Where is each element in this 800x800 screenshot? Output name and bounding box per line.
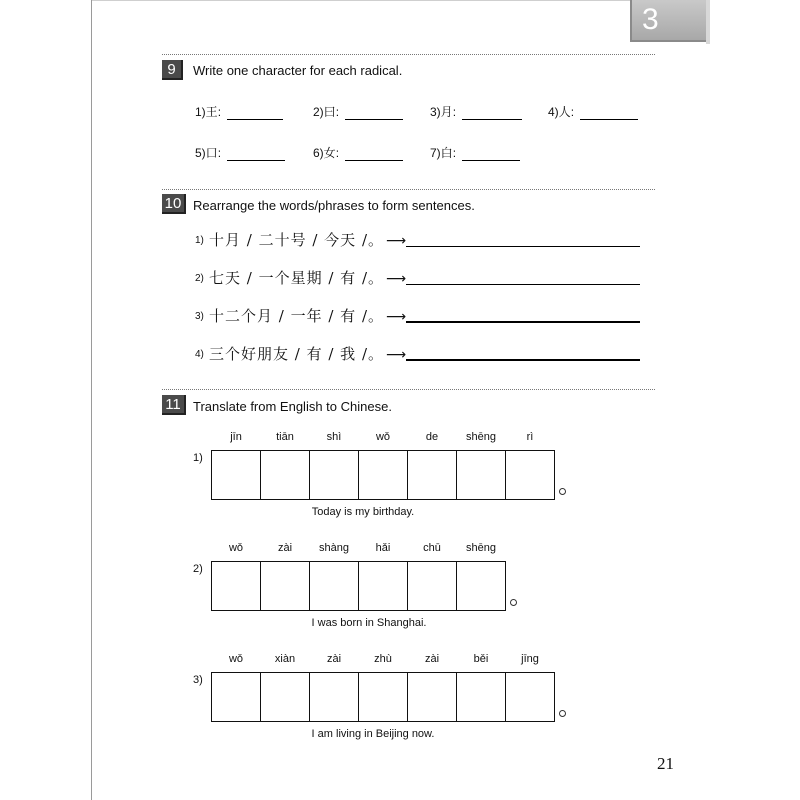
pinyin-label: jīng bbox=[521, 653, 539, 665]
radical: 王 bbox=[205, 105, 218, 119]
pinyin-label: tiān bbox=[276, 431, 294, 443]
character-box[interactable] bbox=[261, 451, 310, 499]
radical: 口 bbox=[205, 146, 218, 160]
arrow-right-icon: ⟶ bbox=[386, 270, 407, 286]
radical: 白 bbox=[440, 146, 453, 160]
separator-q10 bbox=[162, 189, 655, 190]
english-sentence: I was born in Shanghai. bbox=[311, 617, 427, 629]
pinyin-label: shēng bbox=[466, 431, 496, 443]
item-number: 3) bbox=[430, 105, 441, 119]
q9-item: 4)人: bbox=[548, 104, 638, 120]
pinyin-label: zài bbox=[424, 653, 440, 665]
answer-blank[interactable] bbox=[227, 146, 285, 161]
character-box[interactable] bbox=[506, 451, 555, 499]
q9-item: 6)女: bbox=[313, 145, 403, 161]
character-box[interactable] bbox=[212, 673, 261, 721]
english-sentence: I am living in Beijing now. bbox=[311, 728, 435, 740]
answer-line[interactable] bbox=[406, 320, 640, 323]
answer-line[interactable] bbox=[406, 358, 640, 361]
arrow-right-icon: ⟶ bbox=[386, 346, 407, 362]
answer-blank[interactable] bbox=[462, 105, 522, 120]
arrow-right-icon: ⟶ bbox=[386, 232, 407, 248]
character-box[interactable] bbox=[359, 451, 408, 499]
q10-item bbox=[195, 342, 640, 364]
q11-title: Translate from English to Chinese. bbox=[193, 399, 392, 414]
character-box[interactable] bbox=[212, 451, 261, 499]
full-stop-mark bbox=[559, 710, 566, 717]
pinyin-label: wǒ bbox=[375, 431, 391, 443]
item-number: 1) bbox=[195, 235, 204, 246]
pinyin-label: shēng bbox=[466, 542, 496, 554]
pinyin-label: xiàn bbox=[274, 653, 296, 665]
pinyin-label: shì bbox=[326, 431, 342, 443]
q9-item: 5)口: bbox=[195, 145, 285, 161]
separator-q11 bbox=[162, 389, 655, 390]
pinyin-label: jīn bbox=[230, 431, 242, 443]
character-box[interactable] bbox=[359, 562, 408, 610]
character-box[interactable] bbox=[310, 562, 359, 610]
item-number: 2) bbox=[193, 563, 203, 575]
character-box[interactable] bbox=[408, 451, 457, 499]
q11-number-badge: 11 bbox=[162, 395, 186, 415]
radical: 女 bbox=[323, 146, 336, 160]
q10-item bbox=[195, 228, 640, 250]
item-number: 4) bbox=[548, 105, 559, 119]
page-left-border bbox=[91, 0, 92, 800]
q9-item: 7)白: bbox=[430, 145, 520, 161]
separator-q9 bbox=[162, 54, 655, 55]
q9-item: 2)曰: bbox=[313, 104, 403, 120]
item-number: 6) bbox=[313, 146, 324, 160]
q10-item bbox=[195, 266, 640, 288]
answer-blank[interactable] bbox=[580, 105, 638, 120]
item-number: 4) bbox=[195, 349, 204, 360]
word-set: 十二个月 / 一年 / 有 /。 bbox=[209, 307, 385, 325]
full-stop-mark bbox=[510, 599, 517, 606]
pinyin-label: wǒ bbox=[228, 542, 244, 554]
answer-blank[interactable] bbox=[462, 146, 520, 161]
q9-item: 3)月: bbox=[430, 104, 522, 120]
pinyin-label: zhù bbox=[374, 653, 392, 665]
character-box[interactable] bbox=[506, 673, 555, 721]
character-box[interactable] bbox=[408, 673, 457, 721]
character-box[interactable] bbox=[310, 451, 359, 499]
pinyin-label: běi bbox=[473, 653, 489, 665]
page-top-border bbox=[91, 0, 706, 1]
full-stop-mark bbox=[559, 488, 566, 495]
english-sentence: Today is my birthday. bbox=[311, 506, 415, 518]
chapter-tab: 3 bbox=[630, 0, 706, 42]
word-set: 十月 / 二十号 / 今天 /。 bbox=[209, 231, 385, 249]
word-set: 七天 / 一个星期 / 有 /。 bbox=[209, 269, 385, 287]
item-number: 7) bbox=[430, 146, 441, 160]
character-grid bbox=[211, 672, 555, 722]
answer-blank[interactable] bbox=[345, 146, 403, 161]
character-box[interactable] bbox=[457, 562, 506, 610]
q10-title: Rearrange the words/phrases to form sentences. bbox=[193, 198, 475, 213]
answer-line[interactable] bbox=[406, 283, 640, 285]
character-box[interactable] bbox=[408, 562, 457, 610]
pinyin-label: zài bbox=[277, 542, 293, 554]
radical: 月 bbox=[440, 105, 453, 119]
item-number: 5) bbox=[195, 146, 206, 160]
character-grid bbox=[211, 450, 555, 500]
answer-blank[interactable] bbox=[345, 105, 403, 120]
q9-number-badge: 9 bbox=[162, 60, 183, 80]
item-number: 2) bbox=[195, 273, 204, 284]
pinyin-label: hǎi bbox=[375, 542, 391, 554]
pinyin-label: zài bbox=[326, 653, 342, 665]
character-box[interactable] bbox=[359, 673, 408, 721]
answer-blank[interactable] bbox=[227, 105, 283, 120]
character-box[interactable] bbox=[457, 451, 506, 499]
item-number: 1) bbox=[193, 452, 203, 464]
item-number: 3) bbox=[195, 311, 204, 322]
character-box[interactable] bbox=[457, 673, 506, 721]
item-number: 3) bbox=[193, 674, 203, 686]
item-number: 2) bbox=[313, 105, 324, 119]
pinyin-label: shàng bbox=[319, 542, 349, 554]
item-number: 1) bbox=[195, 105, 206, 119]
character-box[interactable] bbox=[261, 673, 310, 721]
pinyin-label: chū bbox=[423, 542, 441, 554]
q9-title: Write one character for each radical. bbox=[193, 63, 403, 78]
character-box[interactable] bbox=[212, 562, 261, 610]
q10-item bbox=[195, 304, 640, 326]
q9-item: 1)王: bbox=[195, 104, 283, 120]
answer-line[interactable] bbox=[406, 245, 640, 247]
radical: 曰 bbox=[323, 105, 336, 119]
character-box[interactable] bbox=[261, 562, 310, 610]
character-box[interactable] bbox=[310, 673, 359, 721]
page-number: 21 bbox=[657, 754, 674, 773]
arrow-right-icon: ⟶ bbox=[386, 308, 407, 324]
chapter-tab-shadow bbox=[706, 0, 710, 44]
character-grid bbox=[211, 561, 506, 611]
word-set: 三个好朋友 / 有 / 我 /。 bbox=[209, 345, 385, 363]
q10-number-badge: 10 bbox=[162, 194, 186, 214]
pinyin-label: de bbox=[425, 431, 439, 443]
pinyin-label: rì bbox=[526, 431, 534, 443]
pinyin-label: wǒ bbox=[228, 653, 244, 665]
radical: 人 bbox=[558, 105, 571, 119]
